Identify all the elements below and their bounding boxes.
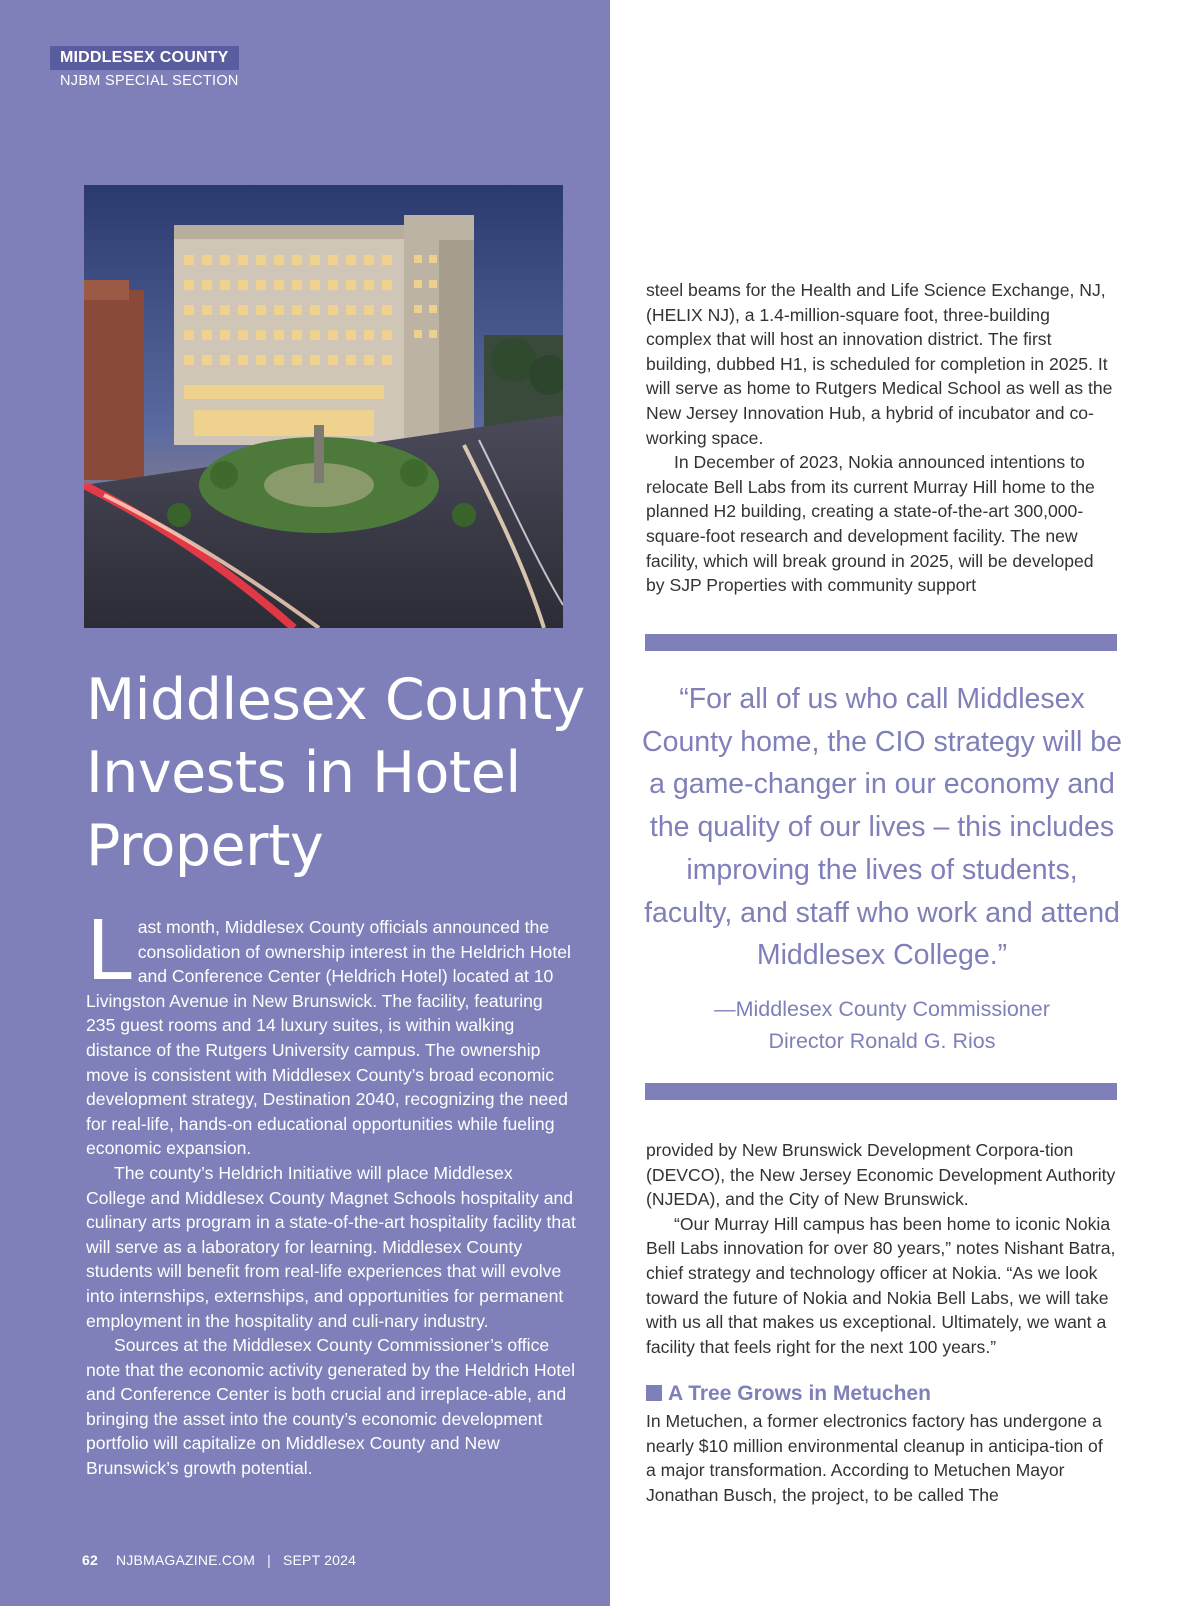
issue-date: SEPT 2024 (282, 1552, 357, 1568)
section-subhead (646, 1381, 931, 1407)
section-badge: MIDDLESEX COUNTY (50, 46, 239, 70)
paragraph-text: ast month, Middlesex County officials announced the consolidation of ownership interest in the Heldrich Hotel and Conference Center (Heldrich Hotel) located at 10 Livingston Avenue in New Brunswick. The facility, featuring 235 guest rooms and 14 luxury suites, is within walking distance of the Rutgers University campus. The ownership move is consistent with Middlesex County’s broad economic development strategy, Destination 2040, recognizing the need for real-life, hands-on educational opportunities while fueling economic expansion. (86, 917, 571, 1159)
right-column-bottom (646, 1138, 1116, 1359)
paragraph: In Metuchen, a former electronics factory has undergone a nearly $10 million environmental cleanup in anticipa-tion of a major transformation. According to Metuchen Mayor Jonathan Busch, the project, to be called The (646, 1411, 1103, 1505)
hotel-photo (84, 185, 563, 628)
pullquote-rule-bottom (645, 1083, 1117, 1100)
left-body-text (86, 904, 576, 1481)
paragraph: In December of 2023, Nokia announced intentions to relocate Bell Labs from its current Murray Hill home to the planned H2 building, creating a state-of-the-art 300,000-square-foot research and development facility. The new facility, which will break ground in 2025, will be developed by SJP Properties with community support (646, 452, 1095, 596)
quote-attribution (640, 993, 1124, 1057)
article-headline: Middlesex County Invests in Hotel Property (86, 667, 585, 879)
site-name: NJBMAGAZINE.COM (115, 1552, 256, 1568)
section-subtitle: NJBM SPECIAL SECTION (60, 73, 239, 89)
paragraph: provided by New Brunswick Development Corpora-tion (DEVCO), the New Jersey Economic Development Authority (NJEDA), and the City of New Brunswick. (646, 1140, 1116, 1210)
drop-cap: L (86, 904, 132, 999)
page-number: 62 (82, 1552, 98, 1568)
paragraph: The county’s Heldrich Initiative will place Middlesex College and Middlesex County Magnet Schools hospitality and culinary arts program in a state-of-the-art hospitality facility that will serve as a laboratory for learning. Middlesex County students will benefit from real-life experiences that will evolve into internships, externships, and opportunities for permanent employment in the hospitality and culi-nary industry. (86, 1162, 576, 1331)
square-bullet-icon (646, 1385, 662, 1401)
page-footer (82, 1552, 356, 1568)
subhead-body (646, 1409, 1116, 1507)
attribution-line: —Middlesex County Commissioner (714, 997, 1050, 1021)
footer-separator: | (267, 1552, 271, 1568)
pull-quote: “For all of us who call Middlesex County home, the CIO strategy will be a game-changer in our economy and the quality of our lives – this includes improving the lives of students, faculty, and staff who work and attend Middlesex College.” (642, 683, 1122, 972)
right-column-top (646, 278, 1116, 598)
paragraph: steel beams for the Health and Life Science Exchange, NJ, (HELIX NJ), a 1.4-million-square foot, three-building complex that will host an innovation district. The first building, dubbed H1, is scheduled for completion in 2025. It will serve as home to Rutgers Medical School as well as the New Jersey Innovation Hub, a hybrid of incubator and co-working space. (646, 280, 1113, 448)
paragraph: Sources at the Middlesex County Commissioner’s office note that the economic activity generated by the Heldrich Hotel and Conference Center is both crucial and irreplace-able, and bringing the asset into the county’s economic development portfolio will capitalize on Middlesex County and New Brunswick’s growth potential. (86, 1335, 575, 1479)
pullquote-rule-top (645, 634, 1117, 651)
paragraph (86, 904, 576, 1161)
paragraph: “Our Murray Hill campus has been home to iconic Nokia Bell Labs innovation for over 80 years,” notes Nishant Batra, chief strategy and technology officer at Nokia. “As we look toward the future of Nokia and Nokia Bell Labs, we will take with us all that makes us exceptional. Ultimately, we want a facility that feels right for the next 100 years.” (646, 1213, 1116, 1357)
subhead-title: A Tree Grows in Metuchen (668, 1382, 931, 1405)
attribution-line: Director Ronald G. Rios (768, 1029, 996, 1053)
